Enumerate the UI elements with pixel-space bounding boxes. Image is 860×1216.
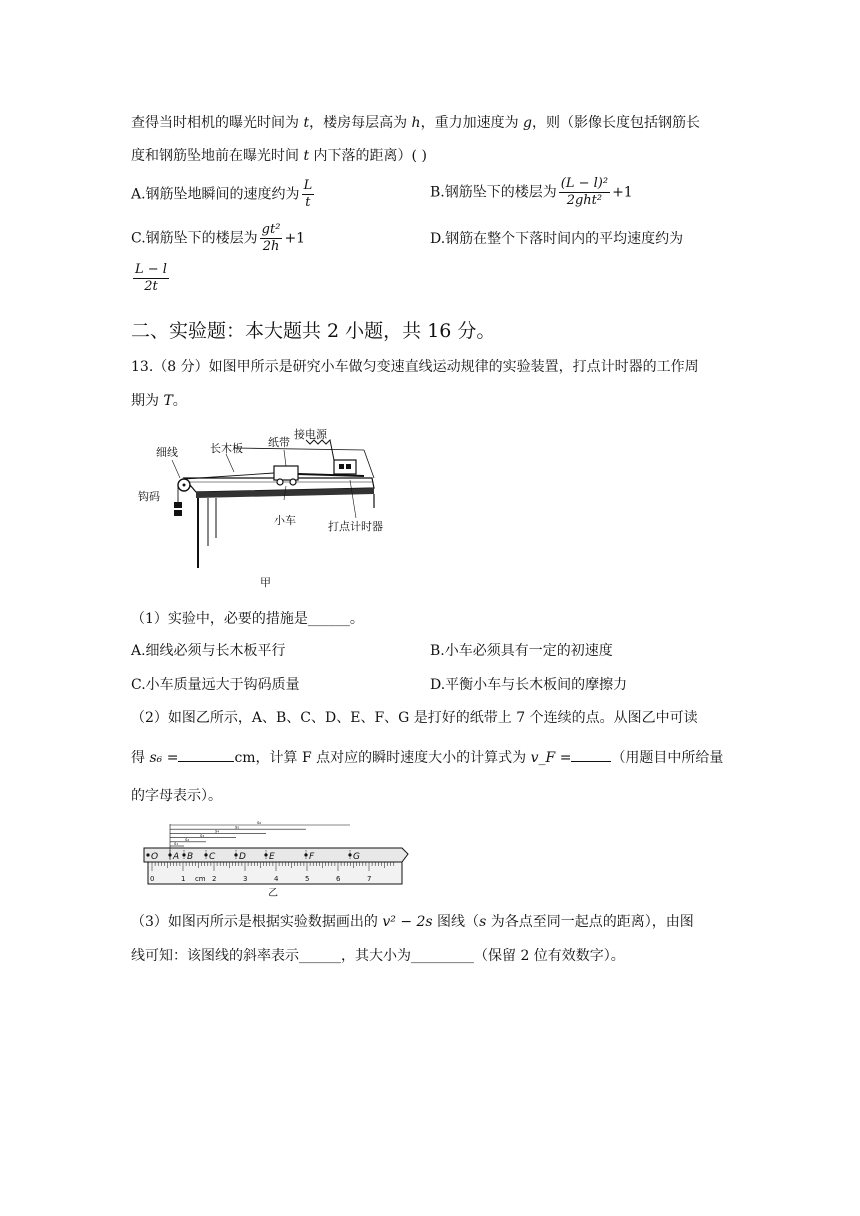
formula-vf: v_F = [530, 750, 572, 766]
var-h: h [411, 115, 421, 131]
q12-option-b [430, 176, 633, 209]
text: 查得当时相机的曝光时间为 [131, 115, 304, 131]
fraction [302, 178, 315, 211]
fraction [559, 176, 610, 209]
distance-label: s₆ [257, 821, 262, 827]
q12-option-d-fraction [131, 262, 171, 295]
label-long-board: 长木板 [210, 442, 243, 455]
text: 内下落的距离）( ) [309, 148, 427, 164]
option-tail: +1 [284, 230, 306, 247]
option-text: A.钢筋坠地瞬间的速度约为 [131, 186, 300, 203]
ruler-label: cm [194, 875, 206, 883]
option-tail: +1 [612, 184, 633, 201]
figure-caption: 甲 [260, 576, 271, 589]
label-string: 细线 [156, 446, 178, 459]
figure-caption: 乙 [268, 888, 278, 899]
tape-point-label: D [239, 852, 246, 862]
q13-part1-option-c: C.小车质量远大于钩码质量 [131, 677, 300, 693]
text: cm，计算 F 点对应的瞬时速度大小的计算式为 [234, 750, 531, 766]
q13-part2-line-2 [131, 747, 723, 768]
q13-part2-line-3: 的字母表示）。 [131, 788, 222, 804]
numerator: gt² [261, 222, 281, 237]
text: 期为 [131, 393, 164, 409]
var-t: t [303, 115, 310, 131]
tape-point-label: E [269, 852, 275, 862]
var-t: t [303, 148, 310, 164]
text: 为各点至同一起点的距离），由图 [486, 914, 694, 930]
tape-point-label: C [209, 852, 216, 862]
figure-ruler [140, 816, 412, 900]
distance-label: s₄ [215, 829, 220, 835]
q12-option-a [131, 178, 316, 211]
distance-label: s₂ [185, 838, 190, 843]
power-wire [306, 440, 334, 460]
text: 图线（ [432, 914, 480, 930]
q12-option-d [430, 229, 683, 249]
weight-icon [174, 510, 182, 516]
var-s: s [479, 914, 487, 930]
section-heading: 二、实验题：本大题共 2 小题，共 16 分。 [131, 320, 496, 342]
numerator: (L − l)² [560, 176, 609, 191]
tape-point-label: O [151, 852, 159, 862]
answer-blank [178, 747, 234, 762]
q13-part2-line-1: （2）如图乙所示，A、B、C、D、E、F、G 是打好的纸带上 7 个连续的点。从图乙中可读 [131, 710, 698, 726]
q13-part1-option-a: A.细线必须与长木板平行 [131, 643, 286, 659]
q13-intro-line-2 [131, 391, 187, 411]
fraction [260, 222, 283, 255]
numerator: L [303, 178, 313, 193]
q13-part1-option-d: D.平衡小车与长木板间的摩擦力 [430, 677, 628, 693]
denominator: t [305, 195, 311, 210]
numerator: L − l [135, 262, 167, 277]
label-weights: 钩码 [138, 490, 160, 503]
formula-v2-2s: v² − 2s [382, 914, 433, 930]
fraction [133, 262, 169, 295]
formula-s6: s₆ = [149, 750, 179, 766]
q12-line-2 [131, 146, 427, 166]
ruler-label: 2 [212, 875, 217, 883]
text: 。 [172, 393, 187, 409]
tape-point-label: B [187, 852, 194, 862]
var-g: g [523, 115, 532, 131]
timer-icon [334, 460, 356, 474]
text: （用题目中所给量 [611, 750, 724, 766]
text: ，重力加速度为 [420, 115, 524, 131]
text: ，则（影像长度包括钢筋长 [532, 115, 700, 131]
q13-part1-option-b: B.小车必须具有一定的初速度 [430, 643, 613, 659]
ruler-label: 3 [243, 875, 248, 883]
option-text: B.钢筋坠下的楼层为 [430, 184, 557, 201]
text: 度和钢筋坠地前在曝光时间 [131, 148, 304, 164]
ruler-label: 4 [274, 875, 279, 883]
q12-line-1 [131, 113, 700, 133]
distance-label: s₅ [235, 825, 240, 831]
ruler-label: 7 [367, 875, 372, 883]
answer-blank [571, 747, 611, 762]
text: 得 [131, 750, 150, 766]
option-text: C.钢筋坠下的楼层为 [131, 230, 258, 247]
ruler-label: 6 [336, 875, 341, 883]
q13-part3-line-2: 线可知：该图线的斜率表示______，其大小为_________（保留 2 位有效数字）。 [131, 948, 625, 964]
q13-part1: （1）实验中，必要的措施是______。 [131, 611, 364, 627]
distance-label: s₁ [174, 842, 179, 848]
tape-point [146, 853, 149, 856]
ruler-label: 5 [305, 875, 310, 883]
denominator: 2t [144, 279, 158, 294]
var-T: T [163, 393, 173, 409]
ruler-label: 1 [181, 875, 186, 883]
ruler-label: 0 [150, 875, 155, 883]
label-timer: 打点计时器 [328, 520, 383, 533]
tape-point-label: F [309, 852, 315, 862]
q13-part3-line-1 [131, 912, 694, 932]
denominator: 2h [262, 239, 280, 254]
tape-point-label: A [173, 852, 180, 862]
label-power: 接电源 [294, 428, 327, 441]
denominator: 2ght² [566, 193, 603, 208]
label-paper-tape: 纸带 [268, 436, 290, 449]
weight-icon [174, 502, 182, 508]
q13-intro-line-1: 13.（8 分）如图甲所示是研究小车做匀变速直线运动规律的实验装置，打点计时器的工作周 [131, 359, 699, 375]
figure-apparatus [134, 428, 394, 593]
option-text: D.钢筋在整个下落时间内的平均速度约为 [430, 231, 684, 247]
q12-option-c [131, 222, 305, 255]
distance-label: s₃ [200, 833, 205, 839]
tape-point-label: G [353, 852, 360, 862]
label-cart: 小车 [274, 514, 296, 527]
text: ，楼房每层高为 [309, 115, 412, 131]
text: （3）如图丙所示是根据实验数据画出的 [131, 914, 383, 930]
